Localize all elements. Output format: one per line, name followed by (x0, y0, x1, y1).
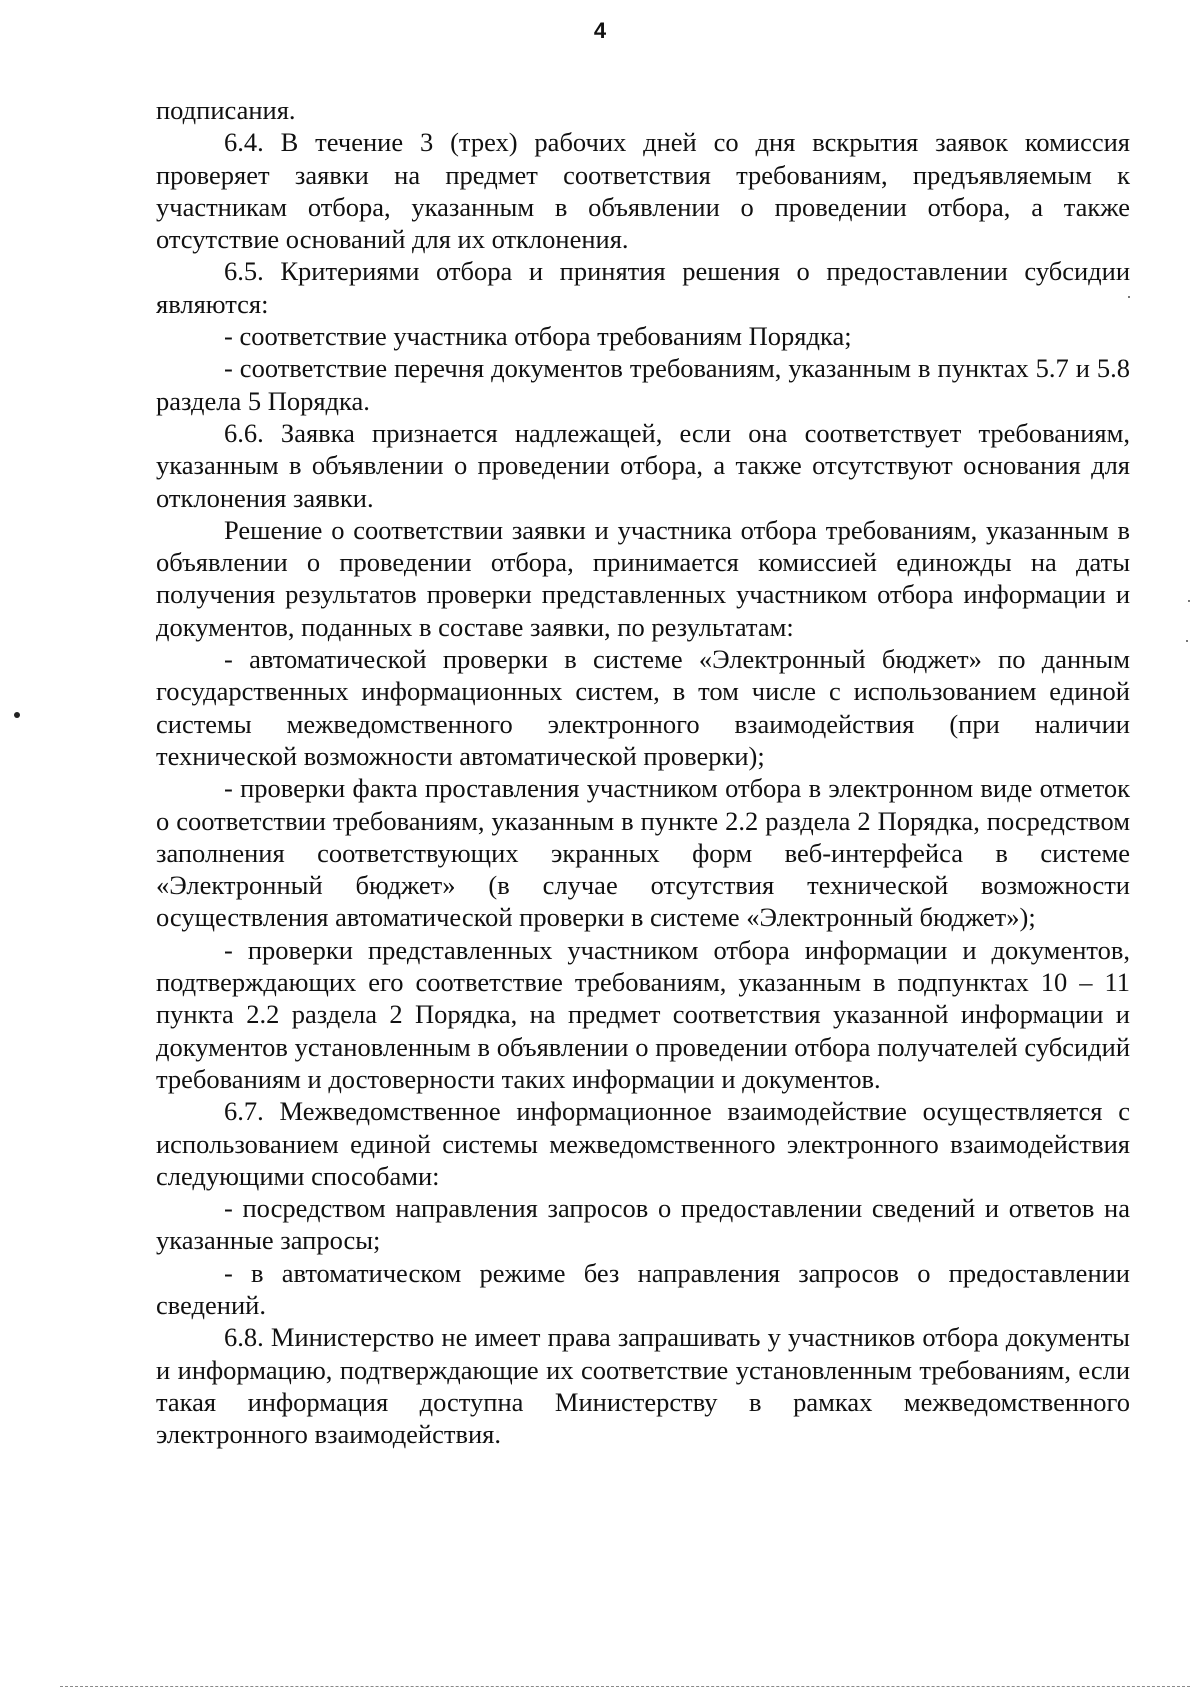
scan-artifact-speck (1186, 640, 1188, 642)
paragraph-6-7: 6.7. Межведомственное информационное взаимодействие осуществляется с использованием единой системы межведомственного электронного взаимодействия следующими способами: (156, 1096, 1130, 1191)
list-item-check-automatic: - автоматической проверки в системе «Электронный бюджет» по данным государственных информационных систем, в том числе с использованием единой системы межведомственного электронного взаимодействия (при наличии технической возможности автоматической проверки); (156, 644, 1130, 771)
list-item-method-automatic: - в автоматическом режиме без направления запросов о предоставлении сведений. (156, 1257, 1130, 1320)
list-item-method-requests: - посредством направления запросов о предоставлении сведений и ответов на указанные запросы; (156, 1193, 1130, 1256)
document-body (156, 94, 1130, 1450)
scan-artifact-speck (1128, 296, 1130, 298)
paragraph-6-6: 6.6. Заявка признается надлежащей, если она соответствует требованиям, указанным в объявлении о проведении отбора, а также отсутствуют основания для отклонения заявки. (156, 417, 1130, 513)
scan-artifact-bottom-line (60, 1686, 1190, 1687)
list-item-check-marks: - проверки факта проставления участником отбора в электронном виде отметок о соответствии требованиям, указанным в пункте 2.2 раздела 2 Порядка, посредством заполнения соответствующих экранных форм веб-интерфейса в системе «Электронный бюджет» (в случае отсутствия технической возможности осуществления автоматической проверки в системе «Электронный бюджет»); (156, 773, 1130, 933)
scan-artifact-dot (14, 712, 20, 718)
list-item-criterion-2: - соответствие перечня документов требованиям, указанным в пунктах 5.7 и 5.8 раздела 5 Порядка. (156, 353, 1130, 416)
list-item-criterion-1: - соответствие участника отбора требованиям Порядка; (224, 321, 852, 352)
scan-artifact-speck (1188, 600, 1190, 602)
paragraph-6-4: 6.4. В течение 3 (трех) рабочих дней со дня вскрытия заявок комиссия проверяет заявки на предмет соответствия требованиям, предъявляемым к участникам отбора, указанным в объявлении о проведении отбора, а также отсутствие оснований для их отклонения. (156, 127, 1130, 255)
page-number: 4 (593, 18, 607, 43)
paragraph-6-8: 6.8. Министерство не имеет права запрашивать у участников отбора документы и информацию, подтверждающие их соответствие установленным требованиям, если такая информация доступна Министерству в рамках межведомственного электронного взаимодействия. (156, 1322, 1130, 1450)
list-item-check-documents: - проверки представленных участником отбора информации и документов, подтверждающих его соответствие требованиям, указанным в подпунктах 10 – 11 пункта 2.2 раздела 2 Порядка, на предмет соответствия указанной информации и документов установленным в объявлении о проведении отбора получателей субсидий требованиям и достоверности таких информации и документов. (156, 934, 1130, 1094)
paragraph-continuation: подписания. (156, 95, 296, 125)
paragraph-6-5: 6.5. Критериями отбора и принятия решения о предоставлении субсидии являются: (156, 256, 1130, 319)
paragraph-decision: Решение о соответствии заявки и участника отбора требованиям, указанным в объявлении о проведении отбора, принимается комиссией единожды на даты получения результатов проверки представленных участником отбора информации и документов, поданных в составе заявки, по результатам: (156, 514, 1130, 642)
